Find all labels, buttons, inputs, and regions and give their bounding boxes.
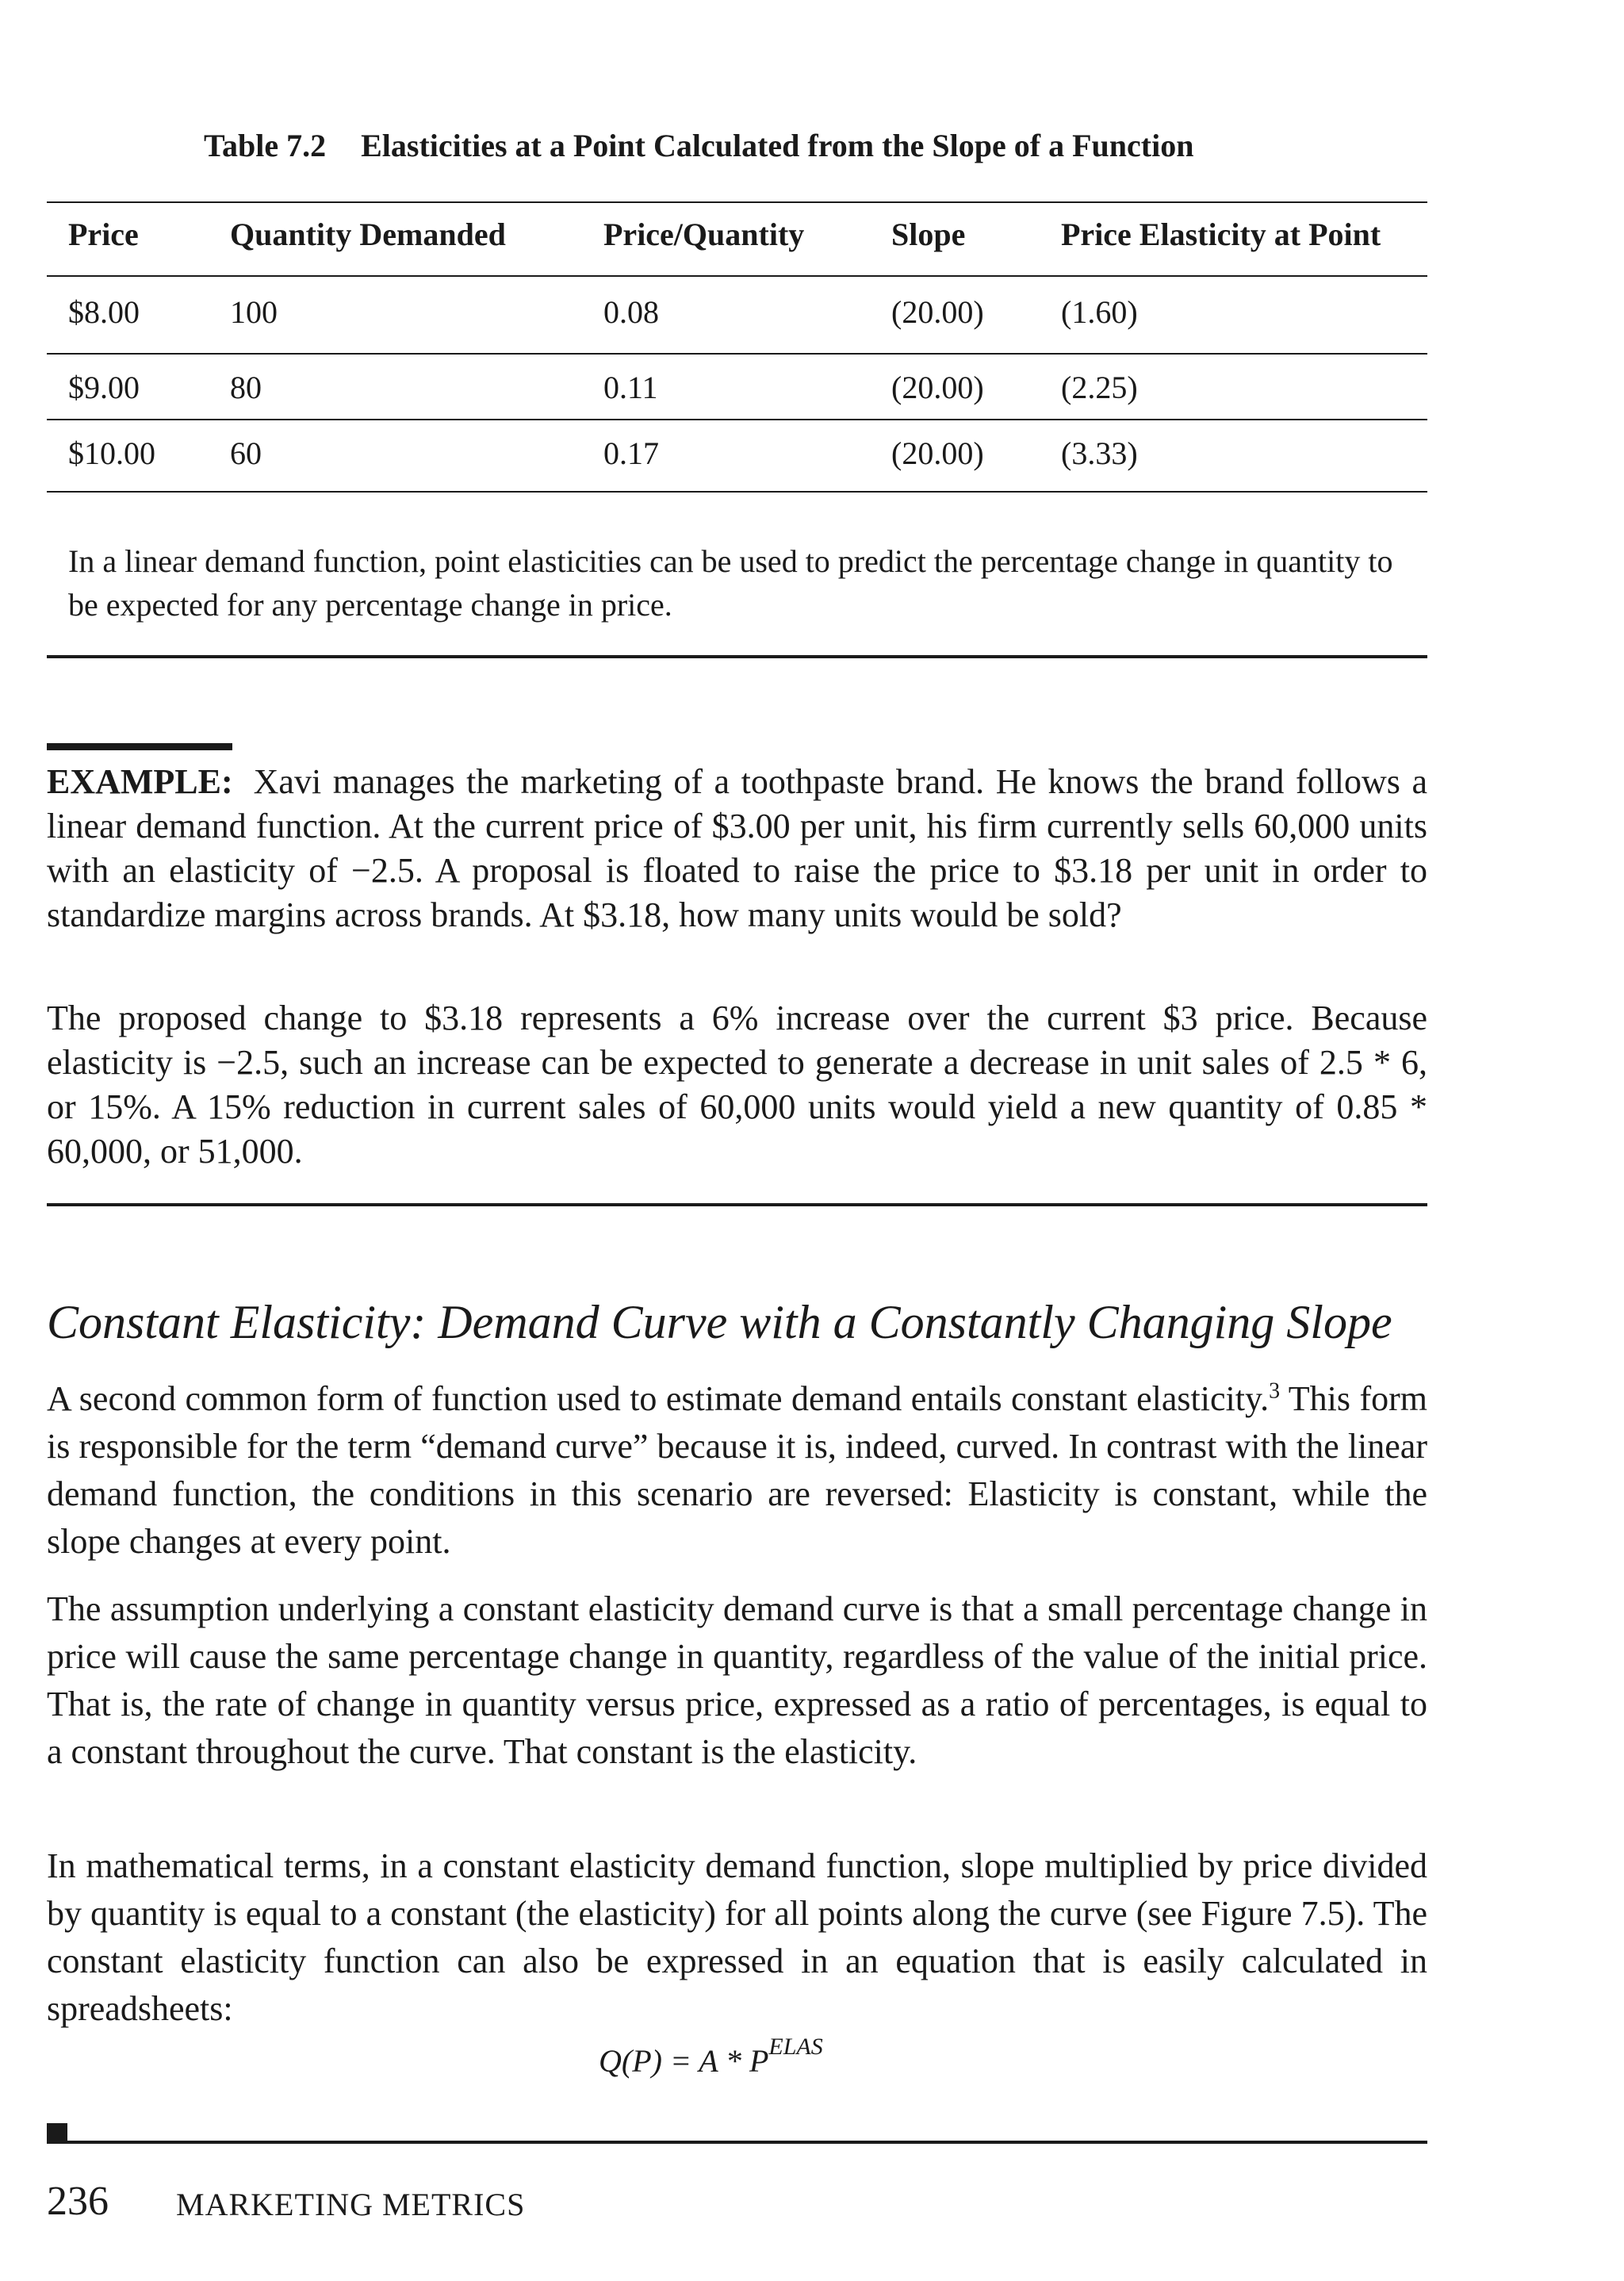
table-top-rule	[47, 201, 1427, 203]
example-label: EXAMPLE:	[47, 762, 233, 801]
paragraph-text: This form is responsible for the term “demand curve” because it is, indeed, curved. In contrast with the linear demand function, the conditions in this scenario are reversed: Elasticity is constant, while the slope changes at every point.	[47, 1379, 1427, 1561]
table-header-rule	[47, 275, 1427, 277]
example-text: Xavi manages the marketing of a toothpaste brand. He knows the brand follows a linear demand function. At the current price of $3.00 per unit, his firm currently sells 60,000 units with an elasticity of −2.5. A proposal is floated to raise the price to $3.18 per unit in order to standardize margins across brands. At $3.18, how many units would be sold?	[47, 762, 1427, 934]
table-cell: (2.25)	[1061, 370, 1138, 405]
table-cell: 60	[230, 435, 262, 471]
body-paragraph	[47, 1375, 1427, 1566]
page-number: 236	[47, 2179, 109, 2224]
table-cell: $8.00	[68, 294, 140, 330]
table-cell: $9.00	[68, 370, 140, 405]
table-end-rule	[47, 655, 1427, 658]
table-cell: $10.00	[68, 435, 155, 471]
table-note: In a linear demand function, point elasticities can be used to predict the percentage change in quantity to be expected for any percentage change in price.	[68, 543, 1393, 623]
table-cell: 0.08	[603, 294, 659, 330]
table-header-price: Price	[68, 217, 139, 252]
table-header-price-quantity: Price/Quantity	[603, 217, 805, 252]
example-answer: The proposed change to $3.18 represents a 6% increase over the current $3 price. Because elasticity is −2.5, such an increase can be expected to generate a decrease in unit sales of 2.5 * 6, or 15%. A 15% reduction in current sales of 60,000 units would yield a new quantity of 0.85 * 60,000, or 51,000.	[47, 999, 1427, 1171]
table-cell: (1.60)	[1061, 294, 1138, 330]
table-caption	[204, 127, 1193, 164]
equation-base: Q(P) = A * P	[599, 2043, 769, 2079]
table-header-slope: Slope	[891, 217, 966, 252]
equation-exponent: ELAS	[768, 2033, 823, 2060]
table-bottom-rule	[47, 491, 1427, 493]
body-paragraph: In mathematical terms, in a constant elasticity demand function, slope multiplied by price divided by quantity is equal to a constant (the elasticity) for all points along the curve (see Figure 7.5). The constant elasticity function can also be expressed in an equation that is easily calculated in spreadsheets:	[47, 1846, 1427, 2028]
example-bar	[47, 743, 232, 750]
paragraph-text: A second common form of function used to estimate demand entails constant elasticity.	[47, 1379, 1270, 1418]
footer-rule	[47, 2141, 1427, 2144]
equation	[599, 2033, 823, 2080]
table-cell: 100	[230, 294, 278, 330]
table-cell: 0.17	[603, 435, 659, 471]
table-cell: 0.11	[603, 370, 658, 405]
table-header-quantity: Quantity Demanded	[230, 217, 506, 252]
table-title: Elasticities at a Point Calculated from the Slope of a Function	[361, 128, 1194, 163]
table-cell: (20.00)	[891, 435, 984, 471]
body-paragraph: The assumption underlying a constant elasticity demand curve is that a small percentage change in price will cause the same percentage change in quantity, regardless of the value of the initial price. That is, the rate of change in quantity versus price, expressed as a ratio of percentages, is equal to a constant throughout the curve. That constant is the elasticity.	[47, 1589, 1427, 1771]
table-cell: 80	[230, 370, 262, 405]
table-cell: (3.33)	[1061, 435, 1138, 471]
table-row-rule	[47, 419, 1427, 420]
footnote-ref: 3	[1269, 1378, 1281, 1404]
table-number: Table 7.2	[204, 128, 327, 163]
table-row-rule	[47, 353, 1427, 355]
table-cell: (20.00)	[891, 370, 984, 405]
example-end-rule	[47, 1203, 1427, 1206]
table-header-elasticity: Price Elasticity at Point	[1061, 217, 1381, 252]
example-paragraph	[47, 760, 1427, 937]
table-cell: (20.00)	[891, 294, 984, 330]
section-title: Constant Elasticity: Demand Curve with a Constantly Changing Slope	[47, 1296, 1392, 1348]
running-head: MARKETING METRICS	[176, 2187, 526, 2222]
